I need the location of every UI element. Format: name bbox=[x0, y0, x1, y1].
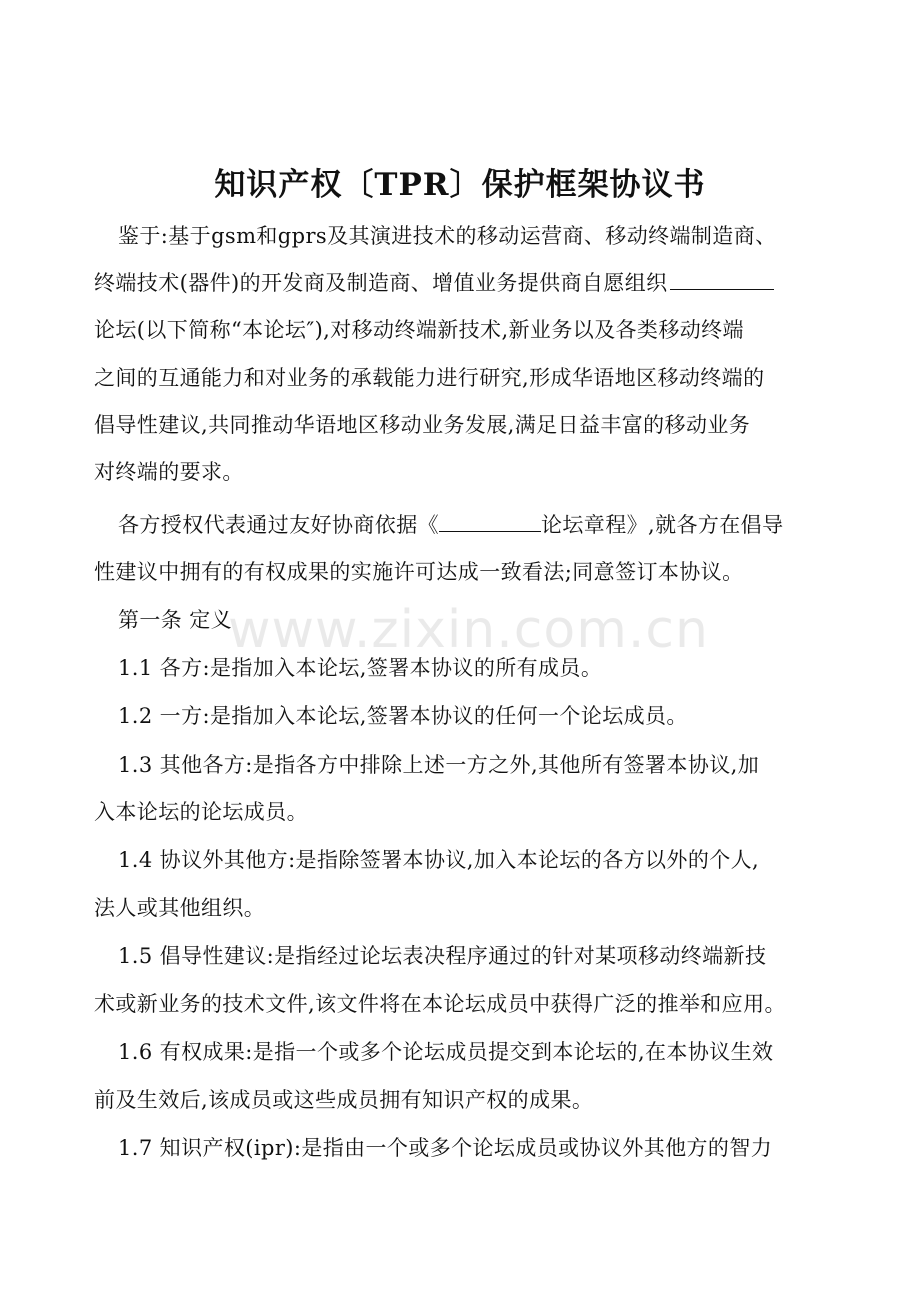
definition-item-continued: 法人或其他组织。 bbox=[94, 896, 266, 920]
watermark: www.zixin.com.cn bbox=[228, 600, 709, 660]
paragraph-text: 终端技术(器件)的开发商及制造商、增值业务提供商自愿组织 bbox=[94, 271, 668, 295]
definition-item: 1.5 倡导性建议:是指经过论坛表决程序通过的针对某项移动终端新技 bbox=[118, 944, 767, 968]
section-heading: 第一条 定义 bbox=[118, 608, 233, 632]
paragraph-text: 论坛章程》,就各方在倡导 bbox=[541, 513, 784, 537]
definition-item: 1.4 协议外其他方:是指除签署本协议,加入本论坛的各方以外的个人, bbox=[118, 848, 760, 872]
document-title: 知识产权〔TPR〕保护框架协议书 bbox=[214, 167, 706, 203]
paragraph-line bbox=[118, 510, 783, 540]
definition-item: 1.2 一方:是指加入本论坛,签署本协议的任何一个论坛成员。 bbox=[118, 704, 688, 728]
definition-item-continued: 入本论坛的论坛成员。 bbox=[94, 800, 308, 824]
paragraph-line: 对终端的要求。 bbox=[94, 460, 244, 484]
paragraph-line: 鉴于:基于gsm和gprs及其演进技术的移动运营商、移动终端制造商、 bbox=[118, 224, 777, 248]
definition-item: 1.3 其他各方:是指各方中排除上述一方之外,其他所有签署本协议,加 bbox=[118, 753, 760, 777]
paragraph-line bbox=[94, 268, 774, 298]
definition-item-continued: 术或新业务的技术文件,该文件将在本论坛成员中获得广泛的推举和应用。 bbox=[94, 992, 786, 1016]
paragraph-line: 倡导性建议,共同推动华语地区移动业务发展,满足日益丰富的移动业务 bbox=[94, 413, 751, 437]
definition-item: 1.7 知识产权(ipr):是指由一个或多个论坛成员或协议外其他方的智力 bbox=[118, 1136, 773, 1160]
definition-item: 1.6 有权成果:是指一个或多个论坛成员提交到本论坛的,在本协议生效 bbox=[118, 1040, 774, 1064]
paragraph-line: 之间的互通能力和对业务的承载能力进行研究,形成华语地区移动终端的 bbox=[94, 366, 765, 390]
paragraph-text: 各方授权代表通过友好协商依据《 bbox=[118, 513, 439, 537]
definition-item: 1.1 各方:是指加入本论坛,签署本协议的所有成员。 bbox=[118, 656, 603, 680]
paragraph-line: 性建议中拥有的有权成果的实施许可达成一致看法;同意签订本协议。 bbox=[94, 560, 744, 584]
fill-in-blank bbox=[439, 511, 541, 532]
paragraph-line: 论坛(以下简称“本论坛″),对移动终端新技术,新业务以及各类移动终端 bbox=[94, 318, 744, 342]
definition-item-continued: 前及生效后,该成员或这些成员拥有知识产权的成果。 bbox=[94, 1088, 594, 1112]
fill-in-blank bbox=[670, 269, 774, 290]
